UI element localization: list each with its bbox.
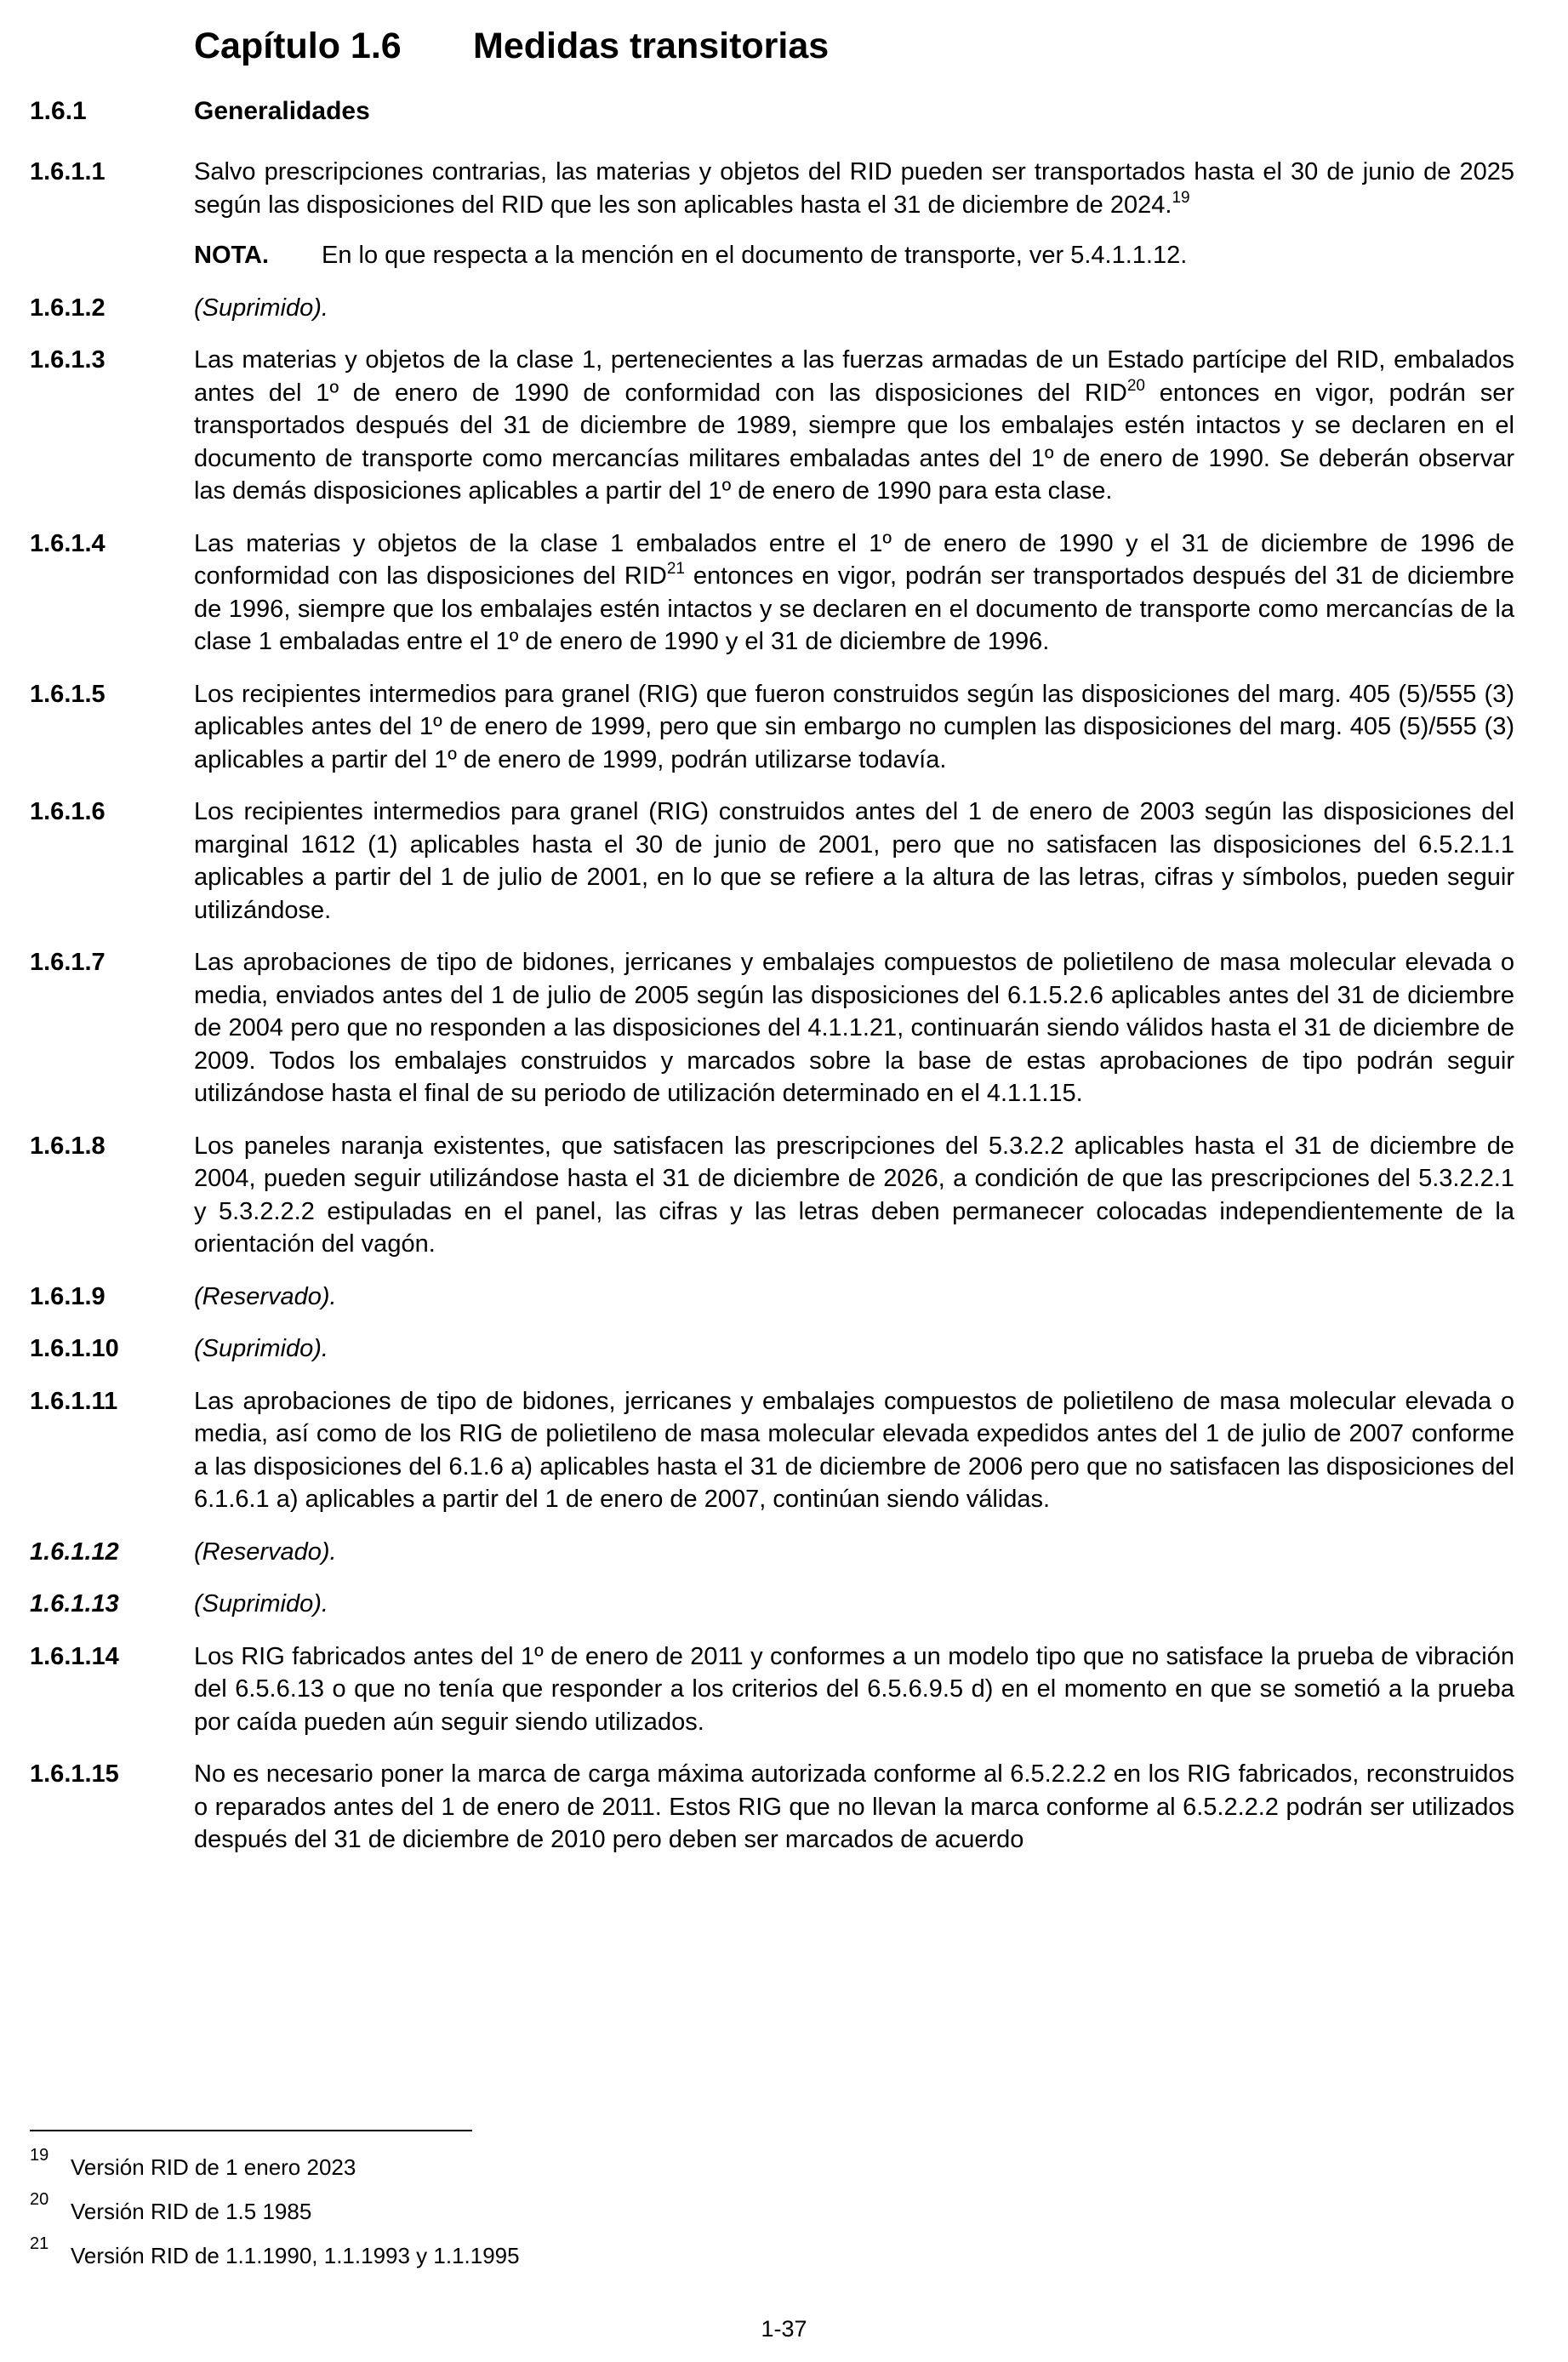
note-text: En lo que respecta a la mención en el documento de transporte, ver 5.4.1.1.12. bbox=[322, 242, 1188, 269]
paragraph-text: Los recipientes intermedios para granel (RIG) construidos antes del 1 de enero de 2003 según las disposiciones del marginal 1612 (1) aplicables hasta el 30 de junio de 2001, pero que no satisfacen las disposiciones del 6.5.2.1.1 aplicables a partir del 1 de julio de 2001, en lo que se refiere a la altura de las letras, cifras y símbolos, pueden seguir utilizándose. bbox=[194, 798, 1514, 924]
paragraph-text-part: Las materias y objetos de la clase 1 embalados entre el 1º de enero de 1990 y el 31 de diciembre de 1996 de conformidad con las disposiciones del RID bbox=[194, 529, 1514, 590]
paragraph-number: 1.6.1.3 bbox=[30, 346, 105, 374]
paragraph-number: 1.6.1.1 bbox=[30, 158, 105, 185]
footnote-divider bbox=[30, 2130, 472, 2131]
paragraph-1-6-1-12 bbox=[0, 1536, 1568, 1569]
paragraph-number: 1.6.1.9 bbox=[30, 1282, 105, 1310]
paragraph-1-6-1-1 bbox=[0, 156, 1568, 272]
paragraph-number: 1.6.1.15 bbox=[30, 1760, 119, 1788]
paragraph-number: 1.6.1.14 bbox=[30, 1642, 119, 1670]
footnote bbox=[30, 2146, 1476, 2190]
paragraph-1-6-1-9 bbox=[0, 1281, 1568, 1314]
paragraph-text bbox=[194, 344, 1514, 508]
paragraph-text: Los recipientes intermedios para granel (RIG) que fueron construidos según las disposiciones del marg. 405 (5)/555 (3) aplicables antes del 1º de enero de 1999, pero que sin embargo no cumplen las disposiciones del marg. 405 (5)/555 (3) aplicables a partir del 1º de enero de 1999, podrán utilizarse todavía. bbox=[194, 680, 1514, 773]
footnote-number: 20 bbox=[30, 2190, 49, 2209]
paragraph-text bbox=[194, 156, 1514, 221]
paragraph-text: Las aprobaciones de tipo de bidones, jerricanes y embalajes compuestos de polietileno de masa molecular elevada o media, enviados antes del 1 de julio de 2005 según las disposiciones del 6.1.5.2.6 aplicables antes del 31 de diciembre de 2004 pero que no responden a las disposiciones del 4.1.1.21, continuarán siendo válidos hasta el 31 de diciembre de 2009. Todos los embalajes construidos y marcados sobre la base de estas aprobaciones de tipo podrán seguir utilizándose hasta el final de su periodo de utilización determinado en el 4.1.1.15. bbox=[194, 949, 1514, 1107]
paragraph-number: 1.6.1.13 bbox=[30, 1590, 119, 1617]
footnote-text: Versión RID de 1.5 1985 bbox=[71, 2199, 312, 2224]
paragraph-1-6-1-14 bbox=[0, 1640, 1568, 1739]
note bbox=[194, 239, 1568, 272]
footnote-text: Versión RID de 1 enero 2023 bbox=[71, 2154, 356, 2180]
paragraph-text: (Suprimido). bbox=[194, 294, 328, 322]
paragraph-number: 1.6.1.12 bbox=[30, 1538, 119, 1566]
footnote bbox=[30, 2234, 1476, 2279]
paragraph-text: (Reservado). bbox=[194, 1538, 337, 1566]
paragraph-list bbox=[0, 156, 1568, 1876]
paragraph-number: 1.6.1.10 bbox=[30, 1335, 119, 1362]
paragraph-1-6-1-7 bbox=[0, 946, 1568, 1110]
paragraph-number: 1.6.1.4 bbox=[30, 529, 105, 557]
footnote-ref: 19 bbox=[1172, 188, 1190, 207]
paragraph-number: 1.6.1.8 bbox=[30, 1132, 105, 1160]
paragraph-number: 1.6.1.7 bbox=[30, 949, 105, 976]
paragraph-text-part: entonces en vigor, podrán ser transportados después del 31 de diciembre de 1989, siempre que los embalajes estén intactos y se declaren en el documento de transporte como mercancías militares embaladas antes del 1º de enero de 1990. Se deberán observar las demás disposiciones aplicables a partir del 1º de enero de 1990 para esta clase. bbox=[194, 379, 1514, 505]
paragraph-text-part: entonces en vigor, podrán ser transportados después del 31 de diciembre de 1996, siempre que los embalajes estén intactos y se declaren en el documento de transporte como mercancías de la clase 1 embaladas entre el 1º de enero de 1990 y el 31 de diciembre de 1996. bbox=[194, 562, 1514, 655]
page-number: 1-37 bbox=[761, 2316, 807, 2342]
paragraph-number: 1.6.1.2 bbox=[30, 294, 105, 322]
paragraph-1-6-1-6 bbox=[0, 796, 1568, 927]
paragraph-text: Los paneles naranja existentes, que satisfacen las prescripciones del 5.3.2.2 aplicables hasta el 31 de diciembre de 2004, pueden seguir utilizándose hasta el 31 de diciembre de 2026, a condición de que las prescripciones del 5.3.2.2.1 y 5.3.2.2.2 estipuladas en el panel, las cifras y las letras deben permanecer colocadas independientemente de la orientación del vagón. bbox=[194, 1132, 1514, 1258]
footnotes bbox=[30, 2146, 1476, 2279]
paragraph-1-6-1-3 bbox=[0, 344, 1568, 508]
paragraph-1-6-1-4 bbox=[0, 528, 1568, 659]
paragraph-number: 1.6.1.11 bbox=[30, 1387, 118, 1415]
footnote-number: 21 bbox=[30, 2234, 49, 2253]
paragraph-text-part: Salvo prescripciones contrarias, las materias y objetos del RID pueden ser transportados hasta el 30 de junio de 2025 según las disposiciones del RID que les son aplicables hasta el 31 de diciembre de 2024. bbox=[194, 158, 1514, 219]
paragraph-1-6-1-10 bbox=[0, 1332, 1568, 1366]
note-label: NOTA. bbox=[194, 242, 270, 269]
paragraph-text bbox=[194, 528, 1514, 659]
paragraph-text-part: Las materias y objetos de la clase 1, pertenecientes a las fuerzas armadas de un Estado partícipe del RID, embalados antes del 1º de enero de 1990 de conformidad con las disposiciones del RID bbox=[194, 346, 1514, 407]
footnote-ref: 20 bbox=[1126, 376, 1145, 395]
section-title: Generalidades bbox=[194, 97, 370, 125]
chapter-heading bbox=[194, 26, 830, 67]
paragraph-text: (Reservado). bbox=[194, 1282, 337, 1310]
paragraph-number: 1.6.1.5 bbox=[30, 680, 105, 708]
paragraph-1-6-1-5 bbox=[0, 678, 1568, 777]
section-number: 1.6.1 bbox=[30, 97, 87, 125]
footnote-number: 19 bbox=[30, 2146, 49, 2165]
paragraph-number: 1.6.1.6 bbox=[30, 798, 105, 825]
paragraph-1-6-1-13 bbox=[0, 1588, 1568, 1621]
paragraph-text: Los RIG fabricados antes del 1º de enero de 2011 y conformes a un modelo tipo que no satisface la prueba de vibración del 6.5.6.13 o que no tenía que responder a los criterios del 6.5.6.9.5 d) en el momento en que se sometió a la prueba por caída pueden aún seguir siendo utilizados. bbox=[194, 1642, 1514, 1736]
paragraph-1-6-1-15 bbox=[0, 1758, 1568, 1857]
paragraph-text: (Suprimido). bbox=[194, 1335, 328, 1362]
paragraph-1-6-1-11 bbox=[0, 1385, 1568, 1516]
footnote-text: Versión RID de 1.1.1990, 1.1.1993 y 1.1.1995 bbox=[71, 2243, 520, 2268]
chapter-label: Capítulo 1.6 bbox=[194, 26, 402, 66]
paragraph-text: Las aprobaciones de tipo de bidones, jerricanes y embalajes compuestos de polietileno de masa molecular elevada o media, así como de los RIG de polietileno de masa molecular elevada expedidos antes del 1 de julio de 2007 conforme a las disposiciones del 6.1.6 a) aplicables hasta el 31 de diciembre de 2006 pero que no satisfacen las disposiciones del 6.1.6.1 a) aplicables a partir del 1 de enero de 2007, continúan siendo válidas. bbox=[194, 1387, 1514, 1513]
paragraph-text: (Suprimido). bbox=[194, 1590, 328, 1617]
chapter-title: Medidas transitorias bbox=[473, 26, 830, 66]
footnote-ref: 21 bbox=[666, 560, 685, 578]
footnote bbox=[30, 2190, 1476, 2234]
paragraph-1-6-1-8 bbox=[0, 1130, 1568, 1261]
paragraph-text: No es necesario poner la marca de carga máxima autorizada conforme al 6.5.2.2.2 en los RIG fabricados, reconstruidos o reparados antes del 1 de enero de 2011. Estos RIG que no llevan la marca conforme al 6.5.2.2.2 podrán ser utilizados después del 31 de diciembre de 2010 pero deben ser marcados de acuerdo bbox=[194, 1760, 1514, 1853]
paragraph-1-6-1-2 bbox=[0, 292, 1568, 325]
